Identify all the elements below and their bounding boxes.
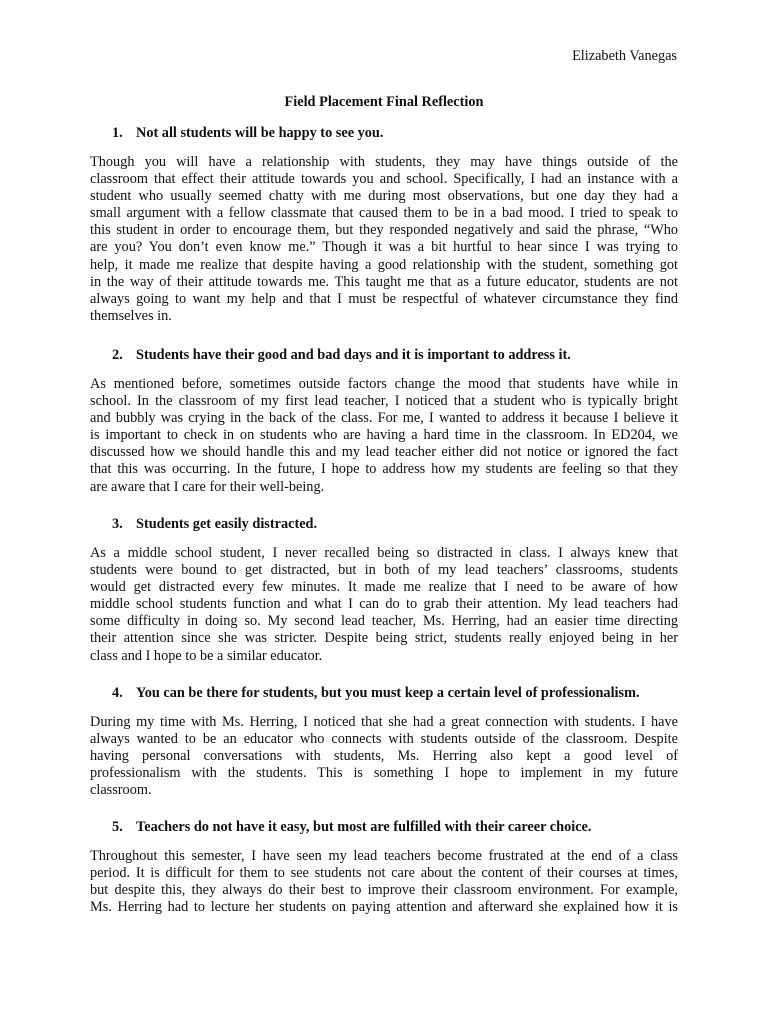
paragraph-line: classroom.: [90, 782, 152, 799]
paragraph-line: their attention since she was stricter. Despite being strict, students really enjoyed being in her: [90, 630, 678, 647]
section-heading-text: Not all students will be happy to see you.: [136, 125, 384, 141]
paragraph-line: and bubbly was crying in the back of the class. For me, I wanted to address it because I believe it: [90, 410, 678, 427]
paragraph-line: middle school students function and what I can do to grab their attention. My lead teachers had: [90, 596, 678, 613]
paragraph-line: period. It is difficult for them to see students not care about the content of their courses at times,: [90, 865, 678, 882]
paragraph-line: always going to want my help and that I must be respectful of whatever circumstance they find: [90, 290, 678, 307]
paragraph-line: themselves in.: [90, 307, 172, 324]
paragraph-line: Ms. Herring had to lecture her students on paying attention and afterward she explained how it is: [90, 899, 678, 916]
paragraph-line: help, it made me realize that despite having a good relationship with the student, something got: [90, 256, 678, 273]
paragraph-line: in the way of their attitude towards me. This taught me that as a future educator, students are not: [90, 273, 678, 290]
paragraph-line: this student in order to encourage them, but they responded negatively and said the phrase, “Who: [90, 222, 678, 239]
section-heading-text: You can be there for students, but you must keep a certain level of professionalism.: [136, 685, 640, 701]
section-paragraph: [90, 154, 678, 325]
paragraph-line: having personal conversations with students, Ms. Herring also kept a good level of: [90, 748, 678, 765]
paragraph-line: always wanted to be an educator who connects with students outside of the classroom. Despite: [90, 731, 678, 748]
author-name: Elizabeth Vanegas: [572, 48, 677, 64]
document-title: Field Placement Final Reflection: [284, 94, 484, 110]
section-number: 3.: [112, 516, 123, 532]
paragraph-line: discussed how we should handle this and my lead teacher either did not notice or ignored the fact: [90, 444, 678, 461]
section-paragraph: [90, 714, 678, 799]
section-number: 5.: [112, 819, 123, 835]
paragraph-line: are you? You don’t even know me.” Though it was a bit hurtful to hear since I was trying to: [90, 239, 678, 256]
paragraph-line: is important to check in on students who are having a hard time in the classroom. In ED204, we: [90, 427, 678, 444]
paragraph-line: Throughout this semester, I have seen my lead teachers become frustrated at the end of a class: [90, 848, 678, 864]
section-paragraph: [90, 545, 678, 665]
paragraph-line: that this was occurring. In the future, I hope to address how my students are feeling so that they: [90, 461, 678, 478]
paragraph-line: As mentioned before, sometimes outside factors change the mood that students have while in: [90, 376, 678, 392]
paragraph-line: small argument with a fellow classmate that caused them to be in a bad mood. I tried to speak to: [90, 205, 678, 222]
section-paragraph: [90, 376, 678, 496]
paragraph-line: school. In the classroom of my first lead teacher, I noticed that a student who is typically bright: [90, 393, 678, 410]
paragraph-line: As a middle school student, I never recalled being so distracted in class. I always knew that: [90, 545, 678, 561]
paragraph-line: Though you will have a relationship with students, they may have things outside of the: [90, 154, 678, 170]
section-number: 1.: [112, 125, 123, 141]
section-heading-text: Students have their good and bad days and it is important to address it.: [136, 347, 571, 363]
section-paragraph: [90, 848, 678, 916]
paragraph-line: professionalism with the students. This is something I hope to implement in my future: [90, 765, 678, 782]
paragraph-line: some difficulty in doing so. My second lead teacher, Ms. Herring, had an easier time directing: [90, 613, 678, 630]
section-heading-text: Students get easily distracted.: [136, 516, 318, 532]
section-number: 2.: [112, 347, 123, 363]
paragraph-line: students were bound to get distracted, but in both of my lead teachers’ classrooms, students: [90, 562, 678, 579]
paragraph-line: During my time with Ms. Herring, I noticed that she had a great connection with students. I have: [90, 714, 678, 730]
paragraph-line: student who usually seemed chatty with me during most observations, but one day they had a: [90, 188, 678, 205]
section-number: 4.: [112, 685, 123, 701]
paragraph-line: are aware that I care for their well-being.: [90, 478, 325, 495]
paragraph-line: classroom that effect their attitude towards you and school. Specifically, I had an instance with a: [90, 171, 678, 188]
section-heading-text: Teachers do not have it easy, but most are fulfilled with their career choice.: [136, 819, 592, 835]
paragraph-line: but despite this, they always do their best to improve their classroom environment. For example,: [90, 882, 678, 899]
paragraph-line: class and I hope to be a similar educator.: [90, 647, 323, 664]
paragraph-line: would get distracted every few minutes. It made me realize that I need to be aware of how: [90, 579, 678, 596]
